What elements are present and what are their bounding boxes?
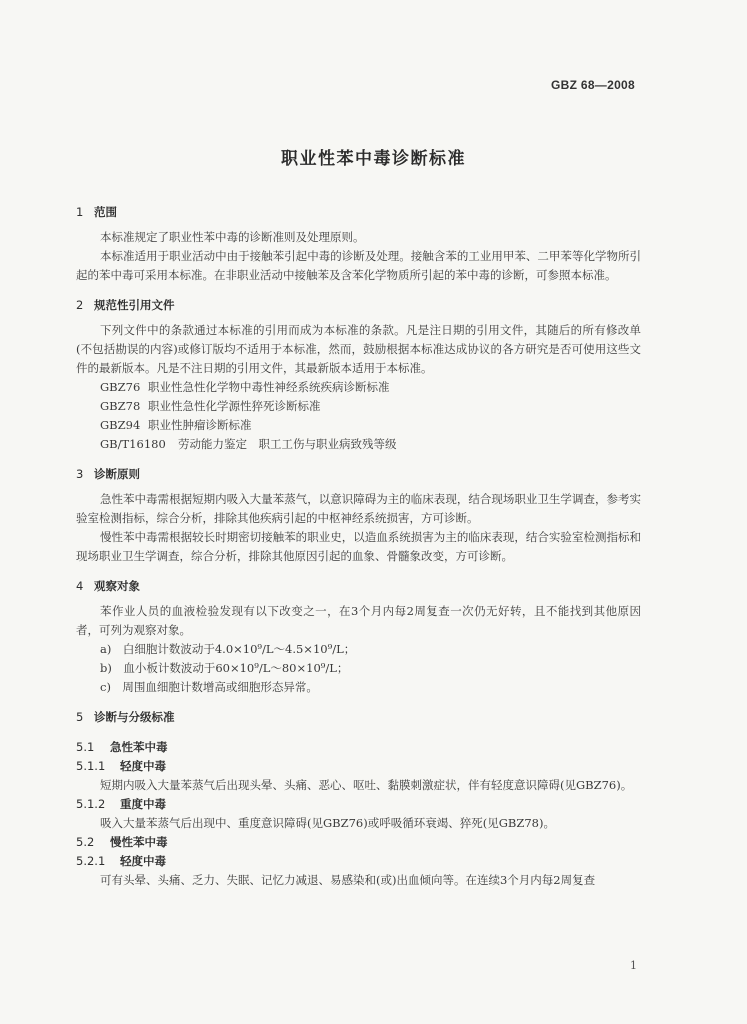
reference-item: GBZ94 职业性肿瘤诊断标准: [100, 418, 252, 432]
paragraph: 本标准规定了职业性苯中毒的诊断准则及处理原则。: [100, 230, 365, 244]
document-body: [76, 203, 641, 890]
list-item: b) 血小板计数波动于60×10⁹/L～80×10⁹/L；: [100, 661, 349, 675]
section-heading: 3 诊断原则: [76, 467, 140, 481]
paragraph: 苯作业人员的血液检验发现有以下改变之一，在3个月内每2周复查一次仍无好转，且不能找到其他原因者，可列为观察对象。: [76, 604, 641, 637]
paragraph: 可有头晕、头痛、乏力、失眠、记忆力减退、易感染和(或)出血倾向等。在连续3个月内每2周复查: [100, 873, 596, 887]
section-heading: 2 规范性引用文件: [76, 298, 175, 312]
list-item: c) 周围血细胞计数增高或细胞形态异常。: [100, 680, 318, 694]
reference-item: GBZ78 职业性急性化学源性猝死诊断标准: [100, 399, 321, 413]
subsection-heading: 5.2.1 轻度中毒: [76, 854, 166, 868]
paragraph: 下列文件中的条款通过本标准的引用而成为本标准的条款。凡是注日期的引用文件，其随后的所有修改单(不包括勘误的内容)或修订版均不适用于本标准，然而，鼓励根据本标准达成协议的各方研究是否可使用这些文件的最新版本。凡是不注日期的引用文件，其最新版本适用于本标准。: [76, 323, 641, 375]
paragraph: 急性苯中毒需根据短期内吸入大量苯蒸气，以意识障碍为主的临床表现，结合现场职业卫生学调查，参考实验室检测指标，综合分析，排除其他疾病引起的中枢神经系统损害，方可诊断。: [76, 492, 641, 525]
reference-item: GBZ76 职业性急性化学物中毒性神经系统疾病诊断标准: [100, 380, 390, 394]
subsection-heading: 5.1.2 重度中毒: [76, 797, 166, 811]
paragraph: 吸入大量苯蒸气后出现中、重度意识障碍(见GBZ76)或呼吸循环衰竭、猝死(见GBZ78)。: [100, 816, 555, 830]
section-heading: 5 诊断与分级标准: [76, 710, 175, 724]
page-number: 1: [630, 959, 637, 972]
document-title: 职业性苯中毒诊断标准: [281, 149, 466, 169]
section-heading: 4 观察对象: [76, 579, 140, 593]
paragraph: 慢性苯中毒需根据较长时期密切接触苯的职业史，以造血系统损害为主的临床表现，结合实验室检测指标和现场职业卫生学调查，综合分析，排除其他原因引起的血象、骨髓象改变，方可诊断。: [76, 530, 641, 563]
list-item: a) 白细胞计数波动于4.0×10⁹/L～4.5×10⁹/L；: [100, 642, 356, 656]
paragraph: 短期内吸入大量苯蒸气后出现头晕、头痛、恶心、呕吐、黏膜刺激症状，伴有轻度意识障碍(见GBZ76)。: [100, 778, 633, 792]
subsection-heading: 5.1.1 轻度中毒: [76, 759, 166, 773]
standard-code: GBZ 68—2008: [550, 78, 635, 92]
subsection-heading: 5.2 慢性苯中毒: [76, 835, 168, 849]
subsection-heading: 5.1 急性苯中毒: [76, 740, 168, 754]
paragraph: 本标准适用于职业活动中由于接触苯引起中毒的诊断及处理。接触含苯的工业用甲苯、二甲苯等化学物所引起的苯中毒可采用本标准。在非职业活动中接触苯及含苯化学物质所引起的苯中毒的诊断，可参照本标准。: [76, 249, 641, 282]
section-heading: 1 范围: [76, 205, 117, 219]
reference-item: GB/T16180 劳动能力鉴定 职工工伤与职业病致残等级: [100, 437, 397, 451]
